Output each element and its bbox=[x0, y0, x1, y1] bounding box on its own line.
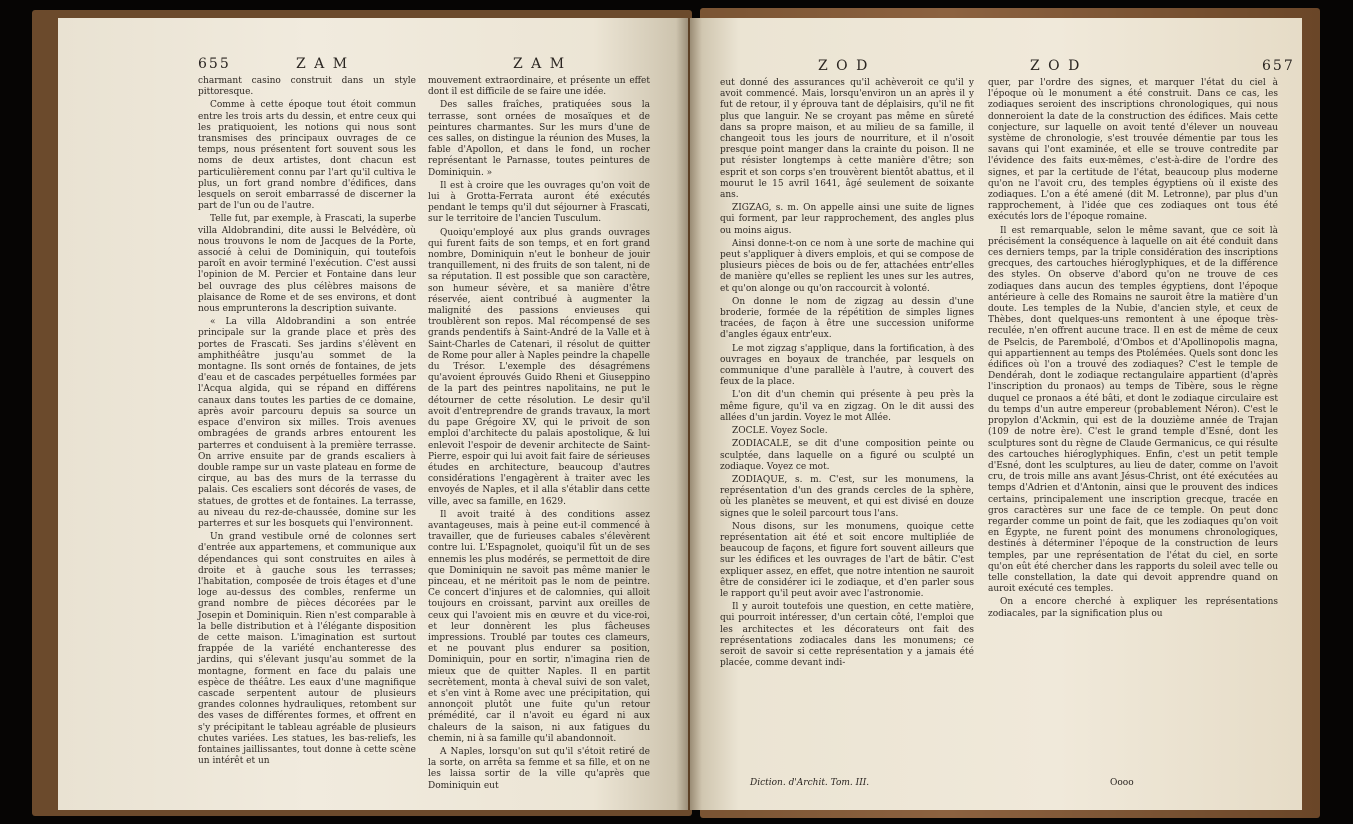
paragraph: On a encore cherché à expliquer les représentations zodiacales, par la signification plus ou bbox=[988, 597, 1278, 619]
left-column-1 bbox=[198, 76, 416, 769]
paragraph: ZODIACALE, se dit d'une composition peinte ou sculptée, dans laquelle on a figuré ou sculpté un zodiaque. Voyez ce mot. bbox=[720, 439, 974, 472]
paragraph: Ainsi donne-t-on ce nom à une sorte de machine qui peut s'appliquer à divers emplois, et qui se compose de plusieurs pièces de bois ou de fer, attachées entr'elles de manière qu'elles se replient les unes sur les autres, et qu'on alonge ou qu'on raccourcit à volonté. bbox=[720, 238, 974, 294]
paragraph: Il y auroit toutefois une question, en cette matière, qui pourroit intéresser, d'un certain côté, l'emploi que les architectes et les décorateurs ont fait des représentations zodiacales dans les monumens; ce seroit de savoir si cette représentation y a jamais été placée, comme devant indi- bbox=[720, 602, 974, 669]
paragraph: ZIGZAG, s. m. On appelle ainsi une suite de lignes qui forment, par leur rapprochement, des angles plus ou moins aigus. bbox=[720, 203, 974, 236]
paragraph: Nous disons, sur les monumens, quoique cette représentation ait été et soit encore multipliée de beaucoup de façons, et figure fort souvent ailleurs que sur les édifices et les ouvrages de l'art de bâtir. C'est expliquer assez, en effet, que notre intention ne sauroit être de considérer ici le zodiaque, et d'en parler sous le rapport qu'il peut avoir avec l'astronomie. bbox=[720, 521, 974, 599]
paragraph: L'on dit d'un chemin qui présente à peu près la même figure, qu'il va en zigzag. On le dit aussi des allées d'un jardin. Voyez le mot Allée. bbox=[720, 390, 974, 423]
left-page-number: 655 bbox=[198, 56, 231, 72]
left-running-head: Z A M bbox=[296, 56, 350, 72]
left-page bbox=[58, 18, 688, 810]
left-running-head-right: Z A M bbox=[513, 56, 567, 72]
paragraph: Telle fut, par exemple, à Frascati, la superbe villa Aldobrandini, dite aussi le Belvédère, où nous trouvons le nom de Jacques de la Porte, associé à celui de Dominiquin, qui toutefois paroît en avoir terminé l'exécution. C'est aussi l'opinion de M. Percier et Fontaine dans leur bel ouvrage des plus célèbres maisons de plaisance de Rome et de ses environs, et dont nous emprunterons la description suivante. bbox=[198, 214, 416, 315]
signature-mark: Oooo bbox=[1110, 778, 1134, 788]
page-footer: Diction. d'Archit. Tom. III. bbox=[750, 778, 870, 788]
right-page bbox=[690, 18, 1302, 810]
paragraph: ZODIAQUE, s. m. C'est, sur les monumens, la représentation d'un des grands cercles de la sphère, où les planètes se meuvent, et qui est divisé en douze signes que le soleil parcourt tous l'ans. bbox=[720, 474, 974, 519]
paragraph: eut donné des assurances qu'il achèveroit ce qu'il y avoit commencé. Mais, lorsqu'environ un an après il y fut de retour, il y éprouva tant de déplaisirs, qu'il ne fit plus que languir. Ne se croyant pas même en sûreté dans sa propre maison, et au milieu de sa famille, il changeoit tous les jours de nourriture, et il n'osoit presque point manger dans la crainte du poison. Il ne put résister longtemps à cette manière d'être; son esprit et son corps s'en trouvèrent bientôt abattus, et il mourut le 15 avril 1641, âgé seulement de soixante ans. bbox=[720, 78, 974, 201]
paragraph: A Naples, lorsqu'on sut qu'il s'étoit retiré de la sorte, on arrêta sa femme et sa fille, et on ne les laissa sortir de la ville qu'après que Dominiquin eut bbox=[428, 746, 650, 791]
paragraph: Il est à croire que les ouvrages qu'on voit de lui à Grotta-Ferrata auront été exécutés pendant le temps qu'il dut séjourner à Frascati, sur le territoire de l'ancien Tusculum. bbox=[428, 180, 650, 225]
paragraph: mouvement extraordinaire, et présente un effet dont il est difficile de se faire une idée. bbox=[428, 76, 650, 98]
paragraph: Comme à cette époque tout étoit commun entre les trois arts du dessin, et entre ceux qui les pratiquoient, les notions qui nous sont transmises des principaux ouvrages de ce temps, nous présentent fort souvent sous les noms de deux artistes, dont chacun est particulièrement connu par l'art qu'il cultiva le plus, un fort grand nombre d'édifices, dans lesquels on seroit embarrassé de discerner la part de l'un ou de l'autre. bbox=[198, 100, 416, 212]
paragraph: Il avoit traité à des conditions assez avantageuses, mais à peine eut-il commencé à travailler, que de furieuses cabales s'élevèrent contre lui. L'Espagnolet, quoiqu'il fût un de ses ennemis les plus modérés, se permettoit de dire que Dominiquin ne savoit pas même manier le pinceau, et ne méritoit pas le nom de peintre. Ce concert d'injures et de calomnies, qui alloit toujours en croissant, parvint aux oreilles de ceux qui l'avoient mis en œuvre et du vice-roi, et leur donnèrent les plus fâcheuses impressions. Troublé par toutes ces clameurs, et ne pouvant plus endurer sa position, Dominiquin, pour en sortir, n'imagina rien de mieux que de quitter Naples. Il en partit secrètement, monta à cheval suivi de son valet, et s'en vint à Rome avec une précipitation, qui annonçoit plutôt une fuite qu'un retour prémédité, car il n'avoit eu égard ni aux chaleurs de la saison, ni aux fatigues du chemin, ni à sa famille qu'il abandonnoit. bbox=[428, 509, 650, 744]
right-column-2 bbox=[988, 78, 1278, 622]
right-running-head: Z O D bbox=[1030, 58, 1082, 74]
left-column-2 bbox=[428, 76, 650, 794]
paragraph: Quoiqu'employé aux plus grands ouvrages qui furent faits de son temps, et en fort grand nombre, Dominiquin n'eut le bonheur de jouir tranquillement, ni des fruits de son talent, ni de sa réputation. Il est possible que son caractère, son humeur sévère, et sa manière d'être réservée, aient contribué à augmenter la malignité des passions envieuses qui troublèrent son repos. Mal récompensé de ses grands pendentifs à Saint-André de la Valle et à Saint-Charles de Catenari, il résolut de quitter de Rome pour aller à Naples peindre la chapelle du Trésor. L'exemple des désagrémens qu'avoient éprouvés Guido Rheni et Giuseppino de la part des peintres napolitains, ne put le détourner de cette résolution. Le desir qu'il avoit d'entreprendre de grands travaux, la mort du pape Grégoire XV, qui le privoit de son emploi d'architecte du palais apostolique, & lui enlevoit l'espoir de devenir architecte de Saint-Pierre, espoir qui lui avoit fait faire de sérieuses études en architecture, beaucoup d'autres considérations l'engagèrent à traiter avec les envoyés de Naples, et il alla s'établir dans cette ville, avec sa famille, en 1629. bbox=[428, 227, 650, 507]
paragraph: Des salles fraîches, pratiquées sous la terrasse, sont ornées de mosaïques et de peintures charmantes. Sur les murs d'une de ces salles, on distingue la réunion des Muses, la fable d'Apollon, et dans le fond, un rocher représentant le Parnasse, toutes peintures de Dominiquin. » bbox=[428, 100, 650, 178]
paragraph: quer, par l'ordre des signes, et marquer l'état du ciel à l'époque où le monument a été construit. Dans ce cas, les zodiaques seroient des inscriptions chronologiques, qui nous donneroient la date de la construction des édifices. Mais cette conjecture, sur laquelle on avoit tenté d'élever un nouveau système de chronologie, s'est trouvée démentie par tous les savans qui l'ont examinée, et elle se trouve contredite par l'évidence des faits eux-mêmes, c'est-à-dire de l'ordre des signes, et par la certitude de l'état, beaucoup plus moderne qu'on ne l'avoit cru, des temples égyptiens où il existe des zodiaques. L'on a été amené (dit M. Letronne), par plus d'un rapprochement, à l'idée que ces zodiaques ont tous été exécutés lors de l'époque romaine. bbox=[988, 78, 1278, 223]
paragraph: On donne le nom de zigzag au dessin d'une broderie, formée de la répétition de simples lignes tracées, de façon à être une succession uniforme d'angles égaux entr'eux. bbox=[720, 296, 974, 341]
paragraph: « La villa Aldobrandini a son entrée principale sur la grande place et près des portes de Frascati. Ses jardins s'élèvent en amphithéâtre jusqu'au sommet de la montagne. Ils sont ornés de fontaines, de jets d'eau et de cascades perpétuelles formées par l'Acqua algida, qui se répand en différens canaux dans toutes les parties de ce domaine, après avoir parcouru depuis sa source un espace d'environ six milles. Trois avenues ombragées de grands arbres entourent les parterres et conduisent à la première terrasse. On arrive ensuite par de grands escaliers à double rampe sur un vaste plateau en forme de cirque, au bas des murs de la terrasse du palais. Ces escaliers sont décorés de vases, de statues, de grottes et de fontaines. La terrasse, au niveau du rez-de-chaussée, domine sur les parterres et sur les bosquets qui l'environnent. bbox=[198, 317, 416, 529]
paragraph: Un grand vestibule orné de colonnes sert d'entrée aux appartemens, et communique aux dépendances qui sont construites en ailes à droite et à gauche sous les terrasses; l'habitation, composée de trois étages et d'une loge au-dessus des combles, renferme un grand nombre de pièces décorées par le Josepin et Dominiquin. Rien n'est comparable à la belle distribution et à l'élégante disposition de cette maison. L'imagination est surtout frappée de la variété enchanteresse des jardins, qui s'élevant jusqu'au sommet de la montagne, forment en face du palais une espèce de théâtre. Les eaux d'une magnifique cascade serpentent autour de plusieurs grandes colonnes hydrauliques, retombent sur des vases de différentes formes, et offrent en s'y précipitant le tableau agréable de plusieurs chutes variées. Les statues, les bas-reliefs, les fontaines jaillissantes, tout donne à cette scène un intérêt et un bbox=[198, 532, 416, 767]
book-gutter bbox=[676, 18, 702, 810]
right-running-head-left: Z O D bbox=[818, 58, 870, 74]
paragraph: Le mot zigzag s'applique, dans la fortification, à des ouvrages en boyaux de tranchée, par lesquels on communique d'une parallèle à l'autre, à couvert des feux de la place. bbox=[720, 343, 974, 388]
paragraph: charmant casino construit dans un style pittoresque. bbox=[198, 76, 416, 98]
right-page-number: 657 bbox=[1262, 58, 1295, 74]
right-column-1 bbox=[720, 78, 974, 671]
paragraph: Il est remarquable, selon le même savant, que ce soit là précisément la conséquence à laquelle on ait été conduit dans ces derniers temps, par la triple considération des inscriptions grecques, des cartouches hiéroglyphiques, et de la différence des styles. On observe d'abord qu'on ne trouve de ces zodiaques dans aucun des temples égyptiens, dont l'époque antérieure à celle des Romains ne sauroit être la matière d'un doute. Les temples de la Nubie, d'ancien style, et ceux de Thèbes, dont quelques-uns remontent à une époque très-reculée, n'en offrent aucune trace. Il en est de même de ceux de Pselcis, de Parembolé, d'Ombos et d'Apollinopolis magna, qui appartiennent au temps des Ptolémées. Quels sont donc les édifices où l'on a trouvé des zodiaques? C'est le temple de Dendérah, dont le zodiaque rectangulaire appartient (d'après l'inscription du pronaos) au temps de Tibère, sous le règne duquel ce pronaos a été bâti, et dont le zodiaque circulaire est du temps d'un autre empereur (probablement Néron). C'est le propylon d'Ackmin, qui est de la douzième année de Trajan (109 de notre ère). C'est le grand temple d'Esné, dont les sculptures sont du règne de Claude Germanicus, ce qui résulte des cartouches hiéroglyphiques. Enfin, c'est un petit temple d'Esné, dont les sculptures, au lieu de dater, comme on l'avoit cru, de trois mille ans avant Jésus-Christ, ont été exécutées au temps d'Adrien et d'Antonin, ainsi que le prouvent des indices certains, principalement une inscription grecque, tracée en gros caractères sur une face de ce temple. On peut donc regarder comme un point de fait, que les zodiaques qu'on voit en Égypte, ne furent point des monumens chronologiques, destinés à déterminer l'époque de la construction de leurs temples, par une représentation de l'état du ciel, en sorte qu'on eût été chercher dans les rapports du soleil avec telle ou telle constellation, la date qui devoit apprendre quand on auroit exécuté ces temples. bbox=[988, 225, 1278, 595]
paragraph: ZOCLE. Voyez Socle. bbox=[732, 426, 828, 437]
